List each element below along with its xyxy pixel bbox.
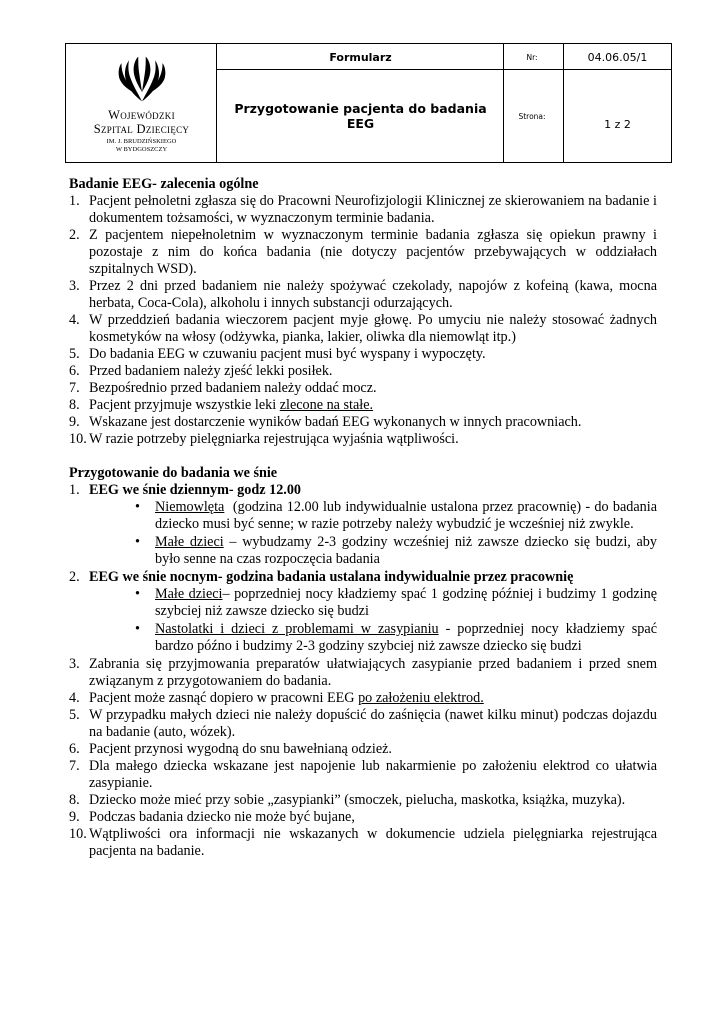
list-item: 2. Z pacjentem niepełnoletnim w wyznaczonym terminie badania zgłasza się opiekun prawny i pozostaje z nim do końca badania (nie dotyczy pacjentów przebywających w oddziałach szpitalnych WSD). (69, 227, 657, 277)
list-item: 7. Bezpośrednio przed badaniem należy oddać mocz. (69, 380, 377, 396)
list-item: 3. Zabrania się przyjmowania preparatów ułatwiających zasypianie przed badaniem i przed snem związanym z przygotowaniem do badania. (69, 656, 657, 689)
hospital-logo (66, 44, 217, 162)
bullet-item: • Niemowlęta (godzina 12.00 lub indywidualnie ustalona przez pracownię) - do badania dziecko musi być senne; w razie potrzeby należy wybudzić je wcześniej niż zwykle. (135, 499, 661, 532)
sleep-preparation-list (69, 482, 657, 499)
list-item: 7. Dla małego dziecka wskazane jest napojenie lub nakarmienie po założeniu elektrod co ułatwia zasypianie. (69, 758, 657, 791)
document-title (217, 70, 504, 162)
number-value: 04.06.05/1 (587, 50, 648, 64)
list-item: 6. Przed badaniem należy zjeść lekki posiłek. (69, 363, 333, 379)
logo-line-2: Szpital Dziecięcy (93, 122, 190, 136)
bullet-item: • Małe dzieci – wybudzamy 2-3 godziny wcześniej niż zawsze dziecko się budzi, aby było senne na czas rozpoczęcia badania (135, 534, 657, 567)
list-item: 4. W przeddzień badania wieczorem pacjent myje głowę. Po umyciu nie należy stosować żadnych kosmetyków na włosy (odżywka, pianka, lakier, oliwka dla niemowląt itp.) (69, 312, 657, 345)
page-value: 1 z 2 (604, 117, 631, 131)
logo-line-3: IM. J. BRUDZIŃSKIEGO (106, 138, 177, 145)
list-item: 8. Dziecko może mieć przy sobie „zasypianki” (smoczek, pielucha, maskotka, książka, muzyka). (69, 792, 626, 808)
day-sleep-bullets (69, 499, 661, 568)
document-body (69, 176, 661, 860)
list-item: 3. Przez 2 dni przed badaniem nie należy spożywać czekolady, napojów z kofeiną (kawa, mocna herbata, Coca-Cola), alkoholu i innych substancji odurzających. (69, 278, 657, 311)
list-item-night-sleep: 2. EEG we śnie nocnym- godzina badania ustalana indywidualnie przez pracownię (69, 569, 574, 585)
form-header-table (65, 43, 672, 163)
list-item: 6. Pacjent przynosi wygodną do snu bawełnianą odzież. (69, 741, 392, 757)
logo-line-1: Wojewódzki (108, 108, 175, 122)
number-label: Nr: (526, 52, 538, 62)
list-item: 10. Wątpliwości ora informacji nie wskazanych w dokumencie udziela pielęgniarka rejestrująca pacjenta na badanie. (69, 826, 657, 859)
list-item: 9. Wskazane jest dostarczenie wyników badań EEG wykonanych w innych pracowniach. (69, 414, 582, 430)
list-item: 5. Do badania EEG w czuwaniu pacjent musi być wyspany i wypoczęty. (69, 346, 486, 362)
list-item: 9. Podczas badania dziecko nie może być bujane, (69, 809, 355, 825)
page-label: Strona: (518, 111, 546, 121)
document-title-line-1: Przygotowanie pacjenta do badania (234, 101, 487, 116)
list-item-day-sleep: 1. EEG we śnie dziennym- godz 12.00 (69, 482, 302, 498)
list-item: 10. W razie potrzeby pielęgniarka rejestrująca wyjaśnia wątpliwości. (69, 431, 459, 447)
logo-line-4: W BYDGOSZCZY (115, 146, 168, 153)
list-item: 8. Pacjent przyjmuje wszystkie leki zlecone na stałe. (69, 397, 374, 413)
hands-logo-icon (114, 54, 170, 104)
form-label: Formularz (329, 50, 392, 64)
list-item: 5. W przypadku małych dzieci nie należy dopuścić do zaśnięcia (nawet kilku minut) podczas dojazdu na badanie (auto, wózek). (69, 707, 657, 740)
document-title-line-2: EEG (346, 116, 375, 131)
list-item: 1. Pacjent pełnoletni zgłasza się do Pracowni Neurofizjologii Klinicznej ze skierowaniem na badanie i dokumentem tożsamości, w wyznaczonym terminie badania. (69, 193, 657, 226)
section-heading-general: Badanie EEG- zalecenia ogólne (69, 176, 259, 192)
night-sleep-bullets (69, 586, 657, 655)
section-heading-sleep: Przygotowanie do badania we śnie (69, 465, 278, 481)
bullet-item: • Małe dzieci– poprzedniej nocy kładziemy spać 1 godzinę później i budzimy 1 godzinę szybciej niż zawsze dziecko się budzi (135, 586, 657, 619)
bullet-item: • Nastolatki i dzieci z problemami w zasypianiu - poprzedniej nocy kładziemy spać bardzo późno i budzimy 2-3 godziny szybciej niż zawsze dziecko się budzi (135, 621, 657, 654)
general-recommendations-list (69, 193, 657, 448)
list-item: 4. Pacjent może zasnąć dopiero w pracowni EEG po założeniu elektrod. (69, 690, 484, 706)
